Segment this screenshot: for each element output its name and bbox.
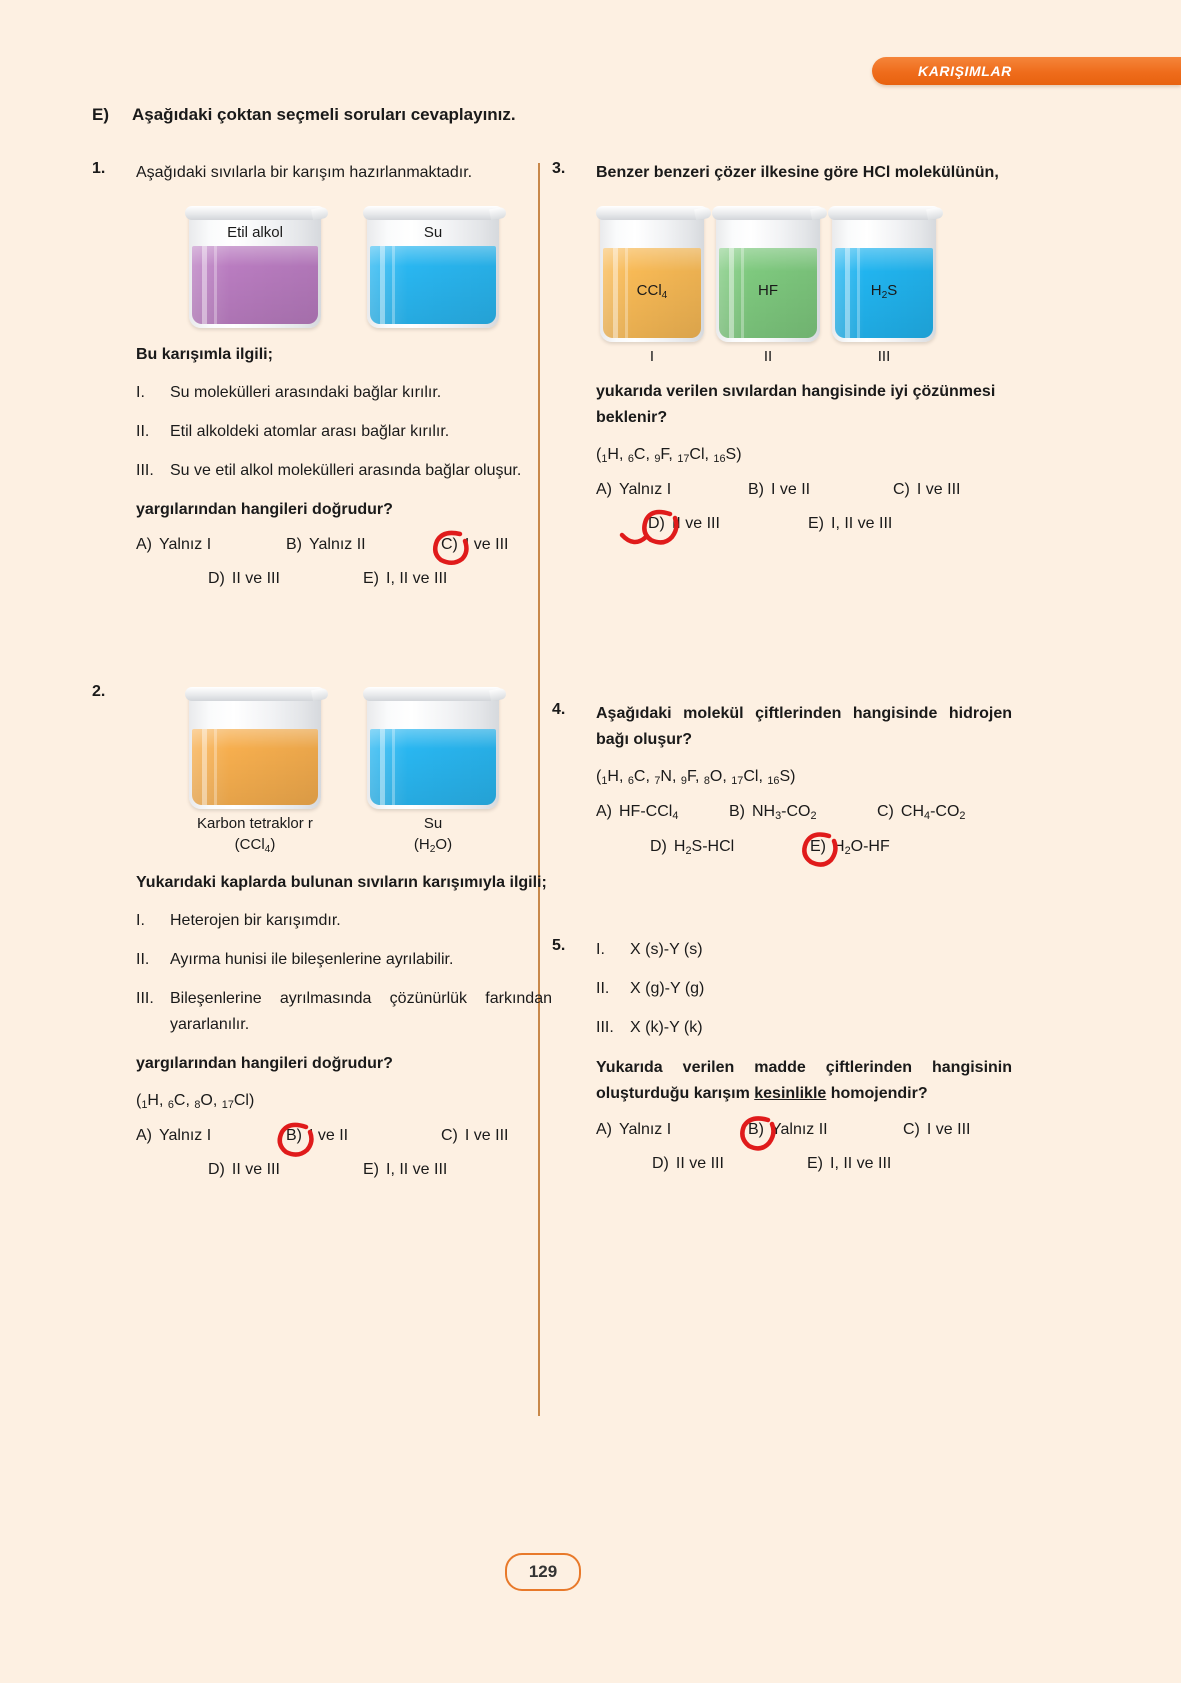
beaker-label: CCl$_4$	[636, 281, 668, 301]
option-key: B)	[286, 536, 302, 554]
option-c[interactable]	[877, 803, 965, 822]
option-text: I ve III	[464, 536, 509, 554]
option-text: I, II ve III	[831, 515, 893, 533]
statement-text: Etil alkoldeki atomlar arası bağlar kırılır.	[170, 422, 450, 440]
option-key: E)	[810, 838, 826, 856]
option-b[interactable]	[729, 803, 877, 822]
option-text: Yalnız I	[159, 536, 212, 554]
option-text: I, II ve III	[386, 1161, 448, 1179]
option-key: C)	[877, 803, 894, 821]
statement-numeral: III.	[136, 990, 154, 1008]
statement-text: Bileşenlerine ayrılmasında çözünürlük farkından yararlanılır.	[170, 990, 552, 1033]
option-key: D)	[208, 1161, 225, 1179]
option-key: D)	[652, 1154, 669, 1172]
statement-numeral: I.	[136, 383, 145, 401]
option-text: II ve III	[675, 1154, 724, 1172]
beaker-label: $H_2S$	[870, 281, 898, 301]
beaker-su	[367, 683, 499, 856]
prompt-emphasis: kesinlikle	[754, 1084, 827, 1102]
option-key: A)	[596, 481, 612, 499]
option-text: I ve III	[464, 1127, 509, 1145]
question-5-prompt	[596, 1055, 1012, 1107]
statement-numeral: I.	[596, 941, 605, 959]
beaker-caption-line2: $(H_2O)$	[413, 835, 453, 855]
option-key: D)	[208, 570, 225, 588]
section-title: Aşağıdaki çoktan seçmeli soruları cevaplayınız.	[132, 105, 516, 124]
question-2-lead: Yukarıdaki kaplarda bulunan sıvıların karışımıyla ilgili;	[136, 874, 547, 892]
question-3-givens: (1H, 6C, 9F, 17Cl, 16S)	[596, 445, 742, 465]
section-letter: E)	[92, 105, 109, 124]
question-2-options	[136, 1127, 552, 1179]
option-key: B)	[748, 481, 764, 499]
question-3-prompt: yukarıda verilen sıvılardan hangisinde iyi çözünmesi beklenir?	[596, 382, 996, 426]
option-key: D)	[650, 838, 667, 856]
option-text: Yalnız II	[309, 536, 366, 554]
option-a[interactable]	[596, 481, 748, 499]
option-key: A)	[136, 536, 152, 554]
question-1-number: 1.	[92, 160, 106, 177]
statement-text: Ayırma hunisi ile bileşenlerine ayrılabilir.	[170, 951, 454, 969]
option-text: $NH_3-CO_2$	[752, 803, 817, 823]
beaker-etil-alkol	[189, 202, 321, 328]
question-1-options	[136, 536, 552, 588]
option-key: C)	[441, 1127, 458, 1145]
option-key: B)	[748, 1120, 764, 1138]
question-3-options	[596, 481, 1012, 533]
statement-numeral: III.	[136, 461, 154, 479]
question-3-beakers	[600, 202, 1012, 365]
statement-item	[136, 419, 552, 445]
question-2-beakers	[136, 683, 552, 856]
question-2	[92, 683, 552, 1179]
option-text: $H_2O-HF$	[833, 838, 890, 858]
beaker-roman-caption: I	[649, 347, 655, 365]
option-text: Yalnız II	[771, 1120, 828, 1138]
statement-text: X (g)-Y (g)	[630, 980, 705, 998]
option-key: E)	[363, 570, 379, 588]
beaker-roman-caption: II	[763, 347, 773, 365]
question-2-givens: (1H, 6C, 8O, 17Cl)	[136, 1091, 255, 1111]
section-heading	[92, 105, 516, 125]
option-key: A)	[596, 1120, 612, 1138]
option-key: E)	[808, 515, 824, 533]
option-a[interactable]	[136, 1127, 286, 1145]
beaker-roman-caption: III	[877, 347, 891, 365]
statement-text: X (k)-Y (k)	[630, 1019, 703, 1037]
option-c[interactable]	[893, 481, 960, 499]
option-d[interactable]	[208, 570, 363, 588]
statement-item	[136, 908, 552, 934]
prompt-part1: Yukarıda verilen madde çiftlerinden hangisinin oluşturduğu karışım	[596, 1059, 1012, 1102]
option-key: E)	[363, 1161, 379, 1179]
option-text: I ve II	[771, 481, 811, 499]
option-d[interactable]	[650, 838, 810, 857]
question-1-lead: Bu karışımla ilgili;	[136, 345, 273, 363]
option-text: Yalnız I	[619, 1120, 672, 1138]
question-4-number: 4.	[552, 701, 566, 719]
question-3-number: 3.	[552, 160, 566, 177]
prompt-part2: homojendir?	[826, 1084, 928, 1102]
option-text: Yalnız I	[159, 1127, 212, 1145]
statement-numeral: II.	[136, 422, 150, 440]
option-text: I ve III	[926, 1120, 971, 1138]
option-a[interactable]	[136, 536, 286, 554]
option-key: A)	[596, 803, 612, 821]
page-number: 129	[505, 1553, 581, 1591]
option-e[interactable]	[363, 1161, 447, 1179]
option-d[interactable]	[208, 1161, 363, 1179]
option-text: II ve III	[231, 570, 280, 588]
option-text: HF-CCl$_4$	[619, 803, 679, 823]
question-5-number: 5.	[552, 937, 566, 955]
question-2-prompt: yargılarından hangileri doğrudur?	[136, 1054, 393, 1072]
question-4-givens: (1H, 6C, 7N, 9F, 8O, 17Cl, 16S)	[596, 767, 796, 787]
statement-numeral: III.	[596, 1019, 614, 1037]
question-2-statements	[136, 908, 552, 1038]
beaker-ccl4	[600, 202, 704, 365]
statement-numeral: I.	[136, 912, 145, 930]
question-5-options	[596, 1121, 1012, 1173]
option-e[interactable]	[810, 838, 890, 857]
statement-item	[136, 458, 552, 484]
option-key: A)	[136, 1127, 152, 1145]
question-1-statements	[136, 380, 552, 484]
statement-item	[596, 937, 1012, 963]
option-key: C)	[893, 481, 910, 499]
option-e[interactable]	[363, 570, 447, 588]
option-a[interactable]	[596, 1121, 748, 1139]
statement-item	[136, 986, 552, 1038]
beaker-karbon-tetraklorur	[189, 683, 321, 856]
statement-text: Heterojen bir karışımdır.	[170, 912, 341, 930]
question-1-stem: Aşağıdaki sıvılarla bir karışım hazırlanmaktadır.	[136, 164, 473, 181]
option-c[interactable]	[441, 1127, 508, 1145]
option-b[interactable]	[748, 1121, 903, 1139]
chapter-banner	[872, 57, 1181, 85]
option-text: Yalnız I	[619, 481, 672, 499]
question-2-number: 2.	[92, 683, 106, 701]
statement-numeral: II.	[596, 980, 610, 998]
option-text: I ve III	[916, 481, 961, 499]
option-b[interactable]	[286, 1127, 441, 1145]
statement-item	[136, 380, 552, 406]
chapter-banner-label: KARIŞIMLAR	[918, 63, 1012, 79]
question-5-statements	[596, 937, 1012, 1041]
option-b[interactable]	[286, 536, 441, 554]
question-1	[92, 160, 552, 588]
statement-text: X (s)-Y (s)	[630, 941, 703, 959]
option-text: II ve III	[231, 1161, 280, 1179]
option-b[interactable]	[748, 481, 893, 499]
option-key: B)	[286, 1127, 302, 1145]
left-column	[92, 160, 552, 1195]
beaker-hf	[716, 202, 820, 365]
question-1-beakers	[136, 202, 552, 328]
option-d[interactable]	[648, 515, 808, 533]
option-c[interactable]	[441, 536, 508, 554]
option-text: II ve III	[671, 515, 720, 533]
option-e[interactable]	[808, 515, 892, 533]
option-text: I, II ve III	[386, 570, 448, 588]
beaker-h2s	[832, 202, 936, 365]
question-3	[552, 160, 1012, 533]
beaker-caption-line1: Su	[423, 815, 443, 833]
option-text: I, II ve III	[830, 1154, 892, 1172]
option-key: B)	[729, 803, 745, 821]
statement-text: Su ve etil alkol molekülleri arasında bağlar oluşur.	[170, 461, 522, 479]
option-e[interactable]	[807, 1155, 891, 1173]
statement-item	[596, 1015, 1012, 1041]
question-3-stem: Benzer benzeri çözer ilkesine göre HCl molekülünün,	[596, 164, 999, 181]
option-d[interactable]	[652, 1155, 807, 1173]
beaker-caption-line1: Karbon tetraklor r	[197, 815, 313, 833]
option-text: $H_2S$-HCl	[673, 838, 735, 858]
beaker-label: Etil alkol	[227, 223, 283, 241]
right-column	[552, 160, 1012, 1189]
option-a[interactable]	[596, 803, 729, 822]
question-4	[552, 701, 1012, 857]
option-key: D)	[648, 515, 665, 533]
beaker-su	[367, 202, 499, 328]
beaker-caption-line2: (CCl$_4$)	[234, 835, 276, 855]
question-4-options	[596, 803, 1012, 857]
statement-numeral: II.	[136, 951, 150, 969]
option-key: E)	[807, 1154, 823, 1172]
beaker-label: Su	[423, 223, 443, 241]
beaker-label: HF	[758, 281, 778, 299]
option-text: I ve II	[309, 1127, 349, 1145]
statement-text: Su molekülleri arasındaki bağlar kırılır.	[170, 383, 442, 401]
statement-item	[136, 947, 552, 973]
question-4-stem: Aşağıdaki molekül çiftlerinden hangisinde hidrojen bağı oluşur?	[596, 705, 1012, 748]
statement-item	[596, 976, 1012, 1002]
option-text: $CH_4-CO_2$	[900, 803, 966, 823]
question-5	[552, 937, 1012, 1173]
option-c[interactable]	[903, 1121, 970, 1139]
question-1-prompt: yargılarından hangileri doğrudur?	[136, 500, 393, 518]
option-key: C)	[441, 536, 458, 554]
option-key: C)	[903, 1120, 920, 1138]
